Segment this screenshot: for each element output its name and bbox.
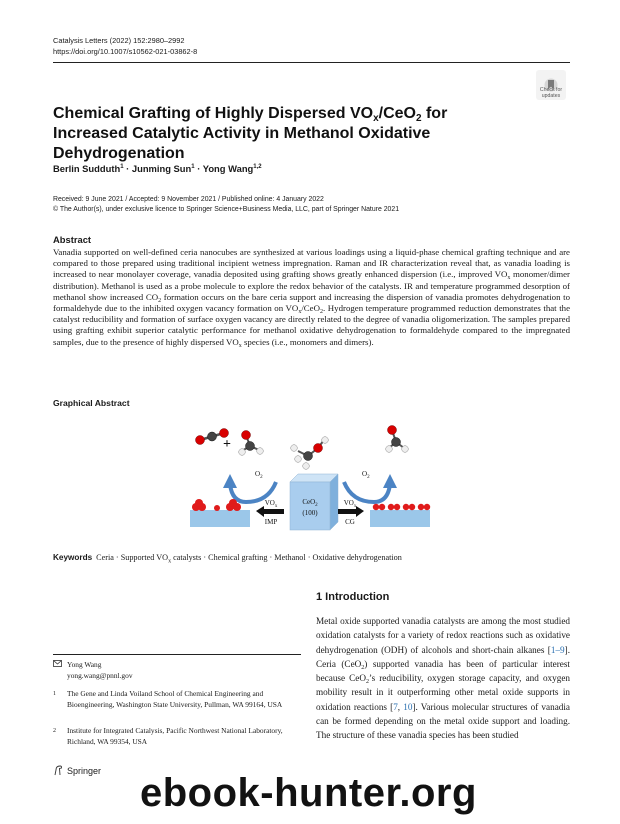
header-rule [53,62,570,63]
vanadia-clusters-impregnated [192,499,241,511]
journal-citation: Catalysis Letters (2022) 152:2980–2992 [53,36,185,45]
affiliation-1: 1 The Gene and Linda Voiland School of Chemical Engineering and Bioengineering, Washington State University, Pullman, WA 99164, USA [53,689,283,709]
author-name[interactable]: Yong Wang [202,163,254,174]
introduction-heading: 1 Introduction [316,591,390,603]
methanol-molecule [291,437,329,470]
graphical-abstract-heading: Graphical Abstract [53,398,130,408]
check-for-updates-label: Check for updates [539,87,563,99]
author-list: Berlin Sudduth$^1$ · Junming Sun$^1$ · Yong Wang$^{1,2}$ [53,163,262,174]
reference-link[interactable]: 1–9 [550,644,565,655]
author-name[interactable]: Berlin Sudduth [53,163,121,174]
imp-arrow-top-label: $VO_x$ [264,499,278,509]
cg-arrow-bottom-label: CG [345,518,355,526]
graphical-abstract-figure [180,418,440,536]
plus-sign: + [223,437,231,452]
history-line: Received: 9 June 2021 / Accepted: 9 November 2021 / Published online: 4 January 2022 [53,196,324,203]
reference-link[interactable]: 10 [403,701,413,712]
corresponding-author-name: Yong Wang [67,660,102,669]
corresponding-author-email[interactable]: yong.wang@pnnl.gov [67,670,133,680]
cycle-arrow-left [223,474,276,502]
watermark: ebook-hunter.org [140,771,477,815]
formaldehyde-molecule-left [239,431,264,456]
footnote-rule [53,654,301,655]
o2-label-left: $O_2$ [255,470,263,480]
imp-arrow [256,506,284,517]
corresponding-author [53,660,293,681]
grafted-support-slab [370,510,430,527]
impregnated-support-slab [190,510,250,527]
cg-arrow-top-label: $VO_x$ [343,499,357,509]
abstract-body: Vanadia supported on well-defined ceria nanocubes are synthesized at various loadings using a liquid-phase chemical grafting technique and are compared to those prepared using traditional incipient wetness impregnation. Raman and IR characterization reveal that, as vanadia loading is increased to near monolayer coverage, vanadia deposited using grafting shows greatly enhanced dispersion (i.e., improved $VO_x$ monomer/dimer distribution). Methanol is used as a probe molecule to explore the redox behavior of the catalysts. IR and temperature programmed desorption of methanol show increased $CO_2$ formation occurs on the bare ceria support and increasing the dispersion of vanadia promotes dehydrogenation to formaldehyde due to the inhibited oxygen vacancy formation on $VO_x/CeO_2$. Hydrogen temperature programmed reduction demonstrates that the catalyst reducibility and formation of surface oxygen vacancy are directly related to the degree of vanadia oligomerization. The samples prepared using grafting exhibit superior catalytic performance for methanol oxidative dehydrogenation to formaldehyde compared to the impregnated samples, due to the presence of highly dispersed $VO_x$ species (i.e., monomers and dimers). [53,247,571,349]
introduction-body: Metal oxide supported vanadia catalysts are among the most studied oxidation catalysts for a variety of redox reactions such as oxidative dehydrogenation (ODH) of alcohols and short-chain alkanes [1–9]. Ceria (CeO$_2$) supported vanadia has been of particular interest because CeO$_2$’s reducibility, oxygen storage capacity, and oxygen mobility result in it outperforming other metal oxide supports in oxidation reactions [7, 10]. Various molecular structures of vanadia can be formed depending on the metal oxide support and loading. The structure of these vanadia species has been studied [316,616,570,741]
springer-horse-icon [53,765,63,776]
author-name[interactable]: Junming Sun [131,163,192,174]
keywords-line: Keywords Ceria · Supported $VO_x$ catalysts · Chemical grafting · Methanol · Oxidative dehydrogenation [53,553,402,565]
doi-link[interactable]: https://doi.org/10.1007/s10562-021-03862-8 [53,47,198,56]
article-title: Chemical Grafting of Highly Dispersed $VO_x/CeO_2$ for Increased Catalytic Activity in Methanol Oxidative Dehydrogenation [53,105,448,162]
o2-label-right: $O_2$ [362,470,370,480]
copyright-line: © The Author(s), under exclusive licence to Springer Science+Business Media, LLC, part of Springer Nature 2021 [53,206,400,213]
abstract-heading: Abstract [53,234,92,245]
cg-arrow [338,506,364,517]
imp-arrow-bottom-label: IMP [264,518,278,526]
envelope-icon [53,660,62,672]
cycle-arrow-right [344,474,397,502]
reference-link[interactable]: 7 [393,701,398,712]
formaldehyde-molecule-right [386,426,409,453]
publication-dates [53,195,573,215]
vanadia-species-grafted [373,504,430,510]
publisher-footer: Springer [53,765,101,776]
cube-label: CeO$_2$ [302,498,318,508]
affiliation-2: 2 Institute for Integrated Catalysis, Pacific Northwest National Laboratory, Richland, WA 99354, USA [53,726,283,746]
cube-facet-label: (100) [302,509,318,517]
